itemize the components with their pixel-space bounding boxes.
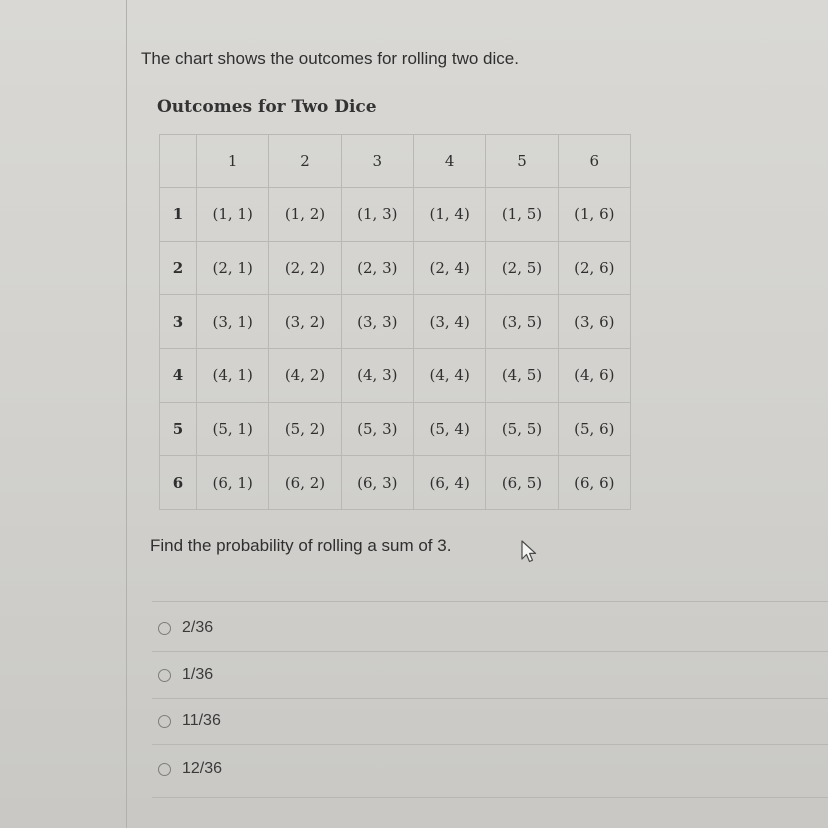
- radio-button-icon[interactable]: [158, 715, 171, 728]
- choice-divider: [152, 698, 828, 699]
- column-header: 6: [558, 135, 630, 188]
- table-cell: (6, 2): [269, 456, 341, 510]
- table-cell: (3, 1): [197, 295, 269, 349]
- table-cell: (4, 4): [413, 348, 485, 402]
- table-cell: (4, 5): [486, 348, 558, 402]
- radio-button-icon[interactable]: [158, 622, 171, 635]
- choice-divider: [152, 797, 828, 798]
- table-cell: (6, 4): [413, 456, 485, 510]
- column-header: 5: [486, 135, 558, 188]
- table-cell: (5, 1): [197, 402, 269, 456]
- answer-option[interactable]: [158, 619, 213, 637]
- table-cell: (3, 3): [341, 295, 413, 349]
- table-cell: (1, 3): [341, 188, 413, 242]
- column-header: 2: [269, 135, 341, 188]
- table-cell: (2, 3): [341, 241, 413, 295]
- answer-option[interactable]: [158, 712, 221, 730]
- table-cell: (1, 4): [413, 188, 485, 242]
- table-cell: (6, 3): [341, 456, 413, 510]
- chart-title: Outcomes for Two Dice: [157, 97, 377, 117]
- row-header: 5: [160, 402, 197, 456]
- row-header: 6: [160, 456, 197, 510]
- table-row: [160, 241, 631, 295]
- table-cell: (2, 5): [486, 241, 558, 295]
- outcomes-table: [159, 134, 631, 510]
- table-row: [160, 295, 631, 349]
- table-cell: (4, 3): [341, 348, 413, 402]
- row-header: 4: [160, 348, 197, 402]
- table-cell: (2, 4): [413, 241, 485, 295]
- table-cell: (1, 6): [558, 188, 630, 242]
- question-prompt: Find the probability of rolling a sum of 3.: [150, 536, 452, 555]
- answer-option[interactable]: [158, 666, 213, 684]
- table-cell: (4, 2): [269, 348, 341, 402]
- table-cell: (5, 3): [341, 402, 413, 456]
- table-cell: (2, 1): [197, 241, 269, 295]
- table-cell: (6, 5): [486, 456, 558, 510]
- column-header: 4: [413, 135, 485, 188]
- content-left-border: [126, 0, 127, 828]
- table-cell: (2, 2): [269, 241, 341, 295]
- table-cell: (2, 6): [558, 241, 630, 295]
- table-row: [160, 188, 631, 242]
- table-row: [160, 402, 631, 456]
- question-intro: The chart shows the outcomes for rolling two dice.: [141, 49, 519, 68]
- radio-button-icon[interactable]: [158, 763, 171, 776]
- table-cell: (1, 5): [486, 188, 558, 242]
- radio-button-icon[interactable]: [158, 669, 171, 682]
- column-header: 3: [341, 135, 413, 188]
- table-row: [160, 348, 631, 402]
- answer-option-label: 11/36: [182, 712, 221, 729]
- row-header: 2: [160, 241, 197, 295]
- answer-option-label: 12/36: [182, 760, 223, 777]
- table-cell: (5, 5): [486, 402, 558, 456]
- table-cell: (3, 2): [269, 295, 341, 349]
- table-cell: (6, 1): [197, 456, 269, 510]
- choice-divider: [152, 651, 828, 652]
- table-header-row: [160, 135, 631, 188]
- answer-option-label: 2/36: [182, 619, 214, 636]
- mouse-pointer-icon: [520, 540, 540, 564]
- table-cell: (6, 6): [558, 456, 630, 510]
- table-cell: (3, 4): [413, 295, 485, 349]
- table-cell: (5, 6): [558, 402, 630, 456]
- table-cell: (1, 2): [269, 188, 341, 242]
- table-cell: (4, 1): [197, 348, 269, 402]
- table-cell: (3, 5): [486, 295, 558, 349]
- table-row: [160, 456, 631, 510]
- table-cell: (3, 6): [558, 295, 630, 349]
- table-cell: (5, 2): [269, 402, 341, 456]
- table-cell: (5, 4): [413, 402, 485, 456]
- row-header: 1: [160, 188, 197, 242]
- corner-cell: [160, 135, 197, 188]
- table-cell: (1, 1): [197, 188, 269, 242]
- choice-divider: [152, 744, 828, 745]
- row-header: 3: [160, 295, 197, 349]
- answer-option-label: 1/36: [182, 666, 214, 683]
- table-cell: (4, 6): [558, 348, 630, 402]
- choice-divider: [152, 601, 828, 602]
- answer-option[interactable]: [158, 760, 222, 778]
- column-header: 1: [197, 135, 269, 188]
